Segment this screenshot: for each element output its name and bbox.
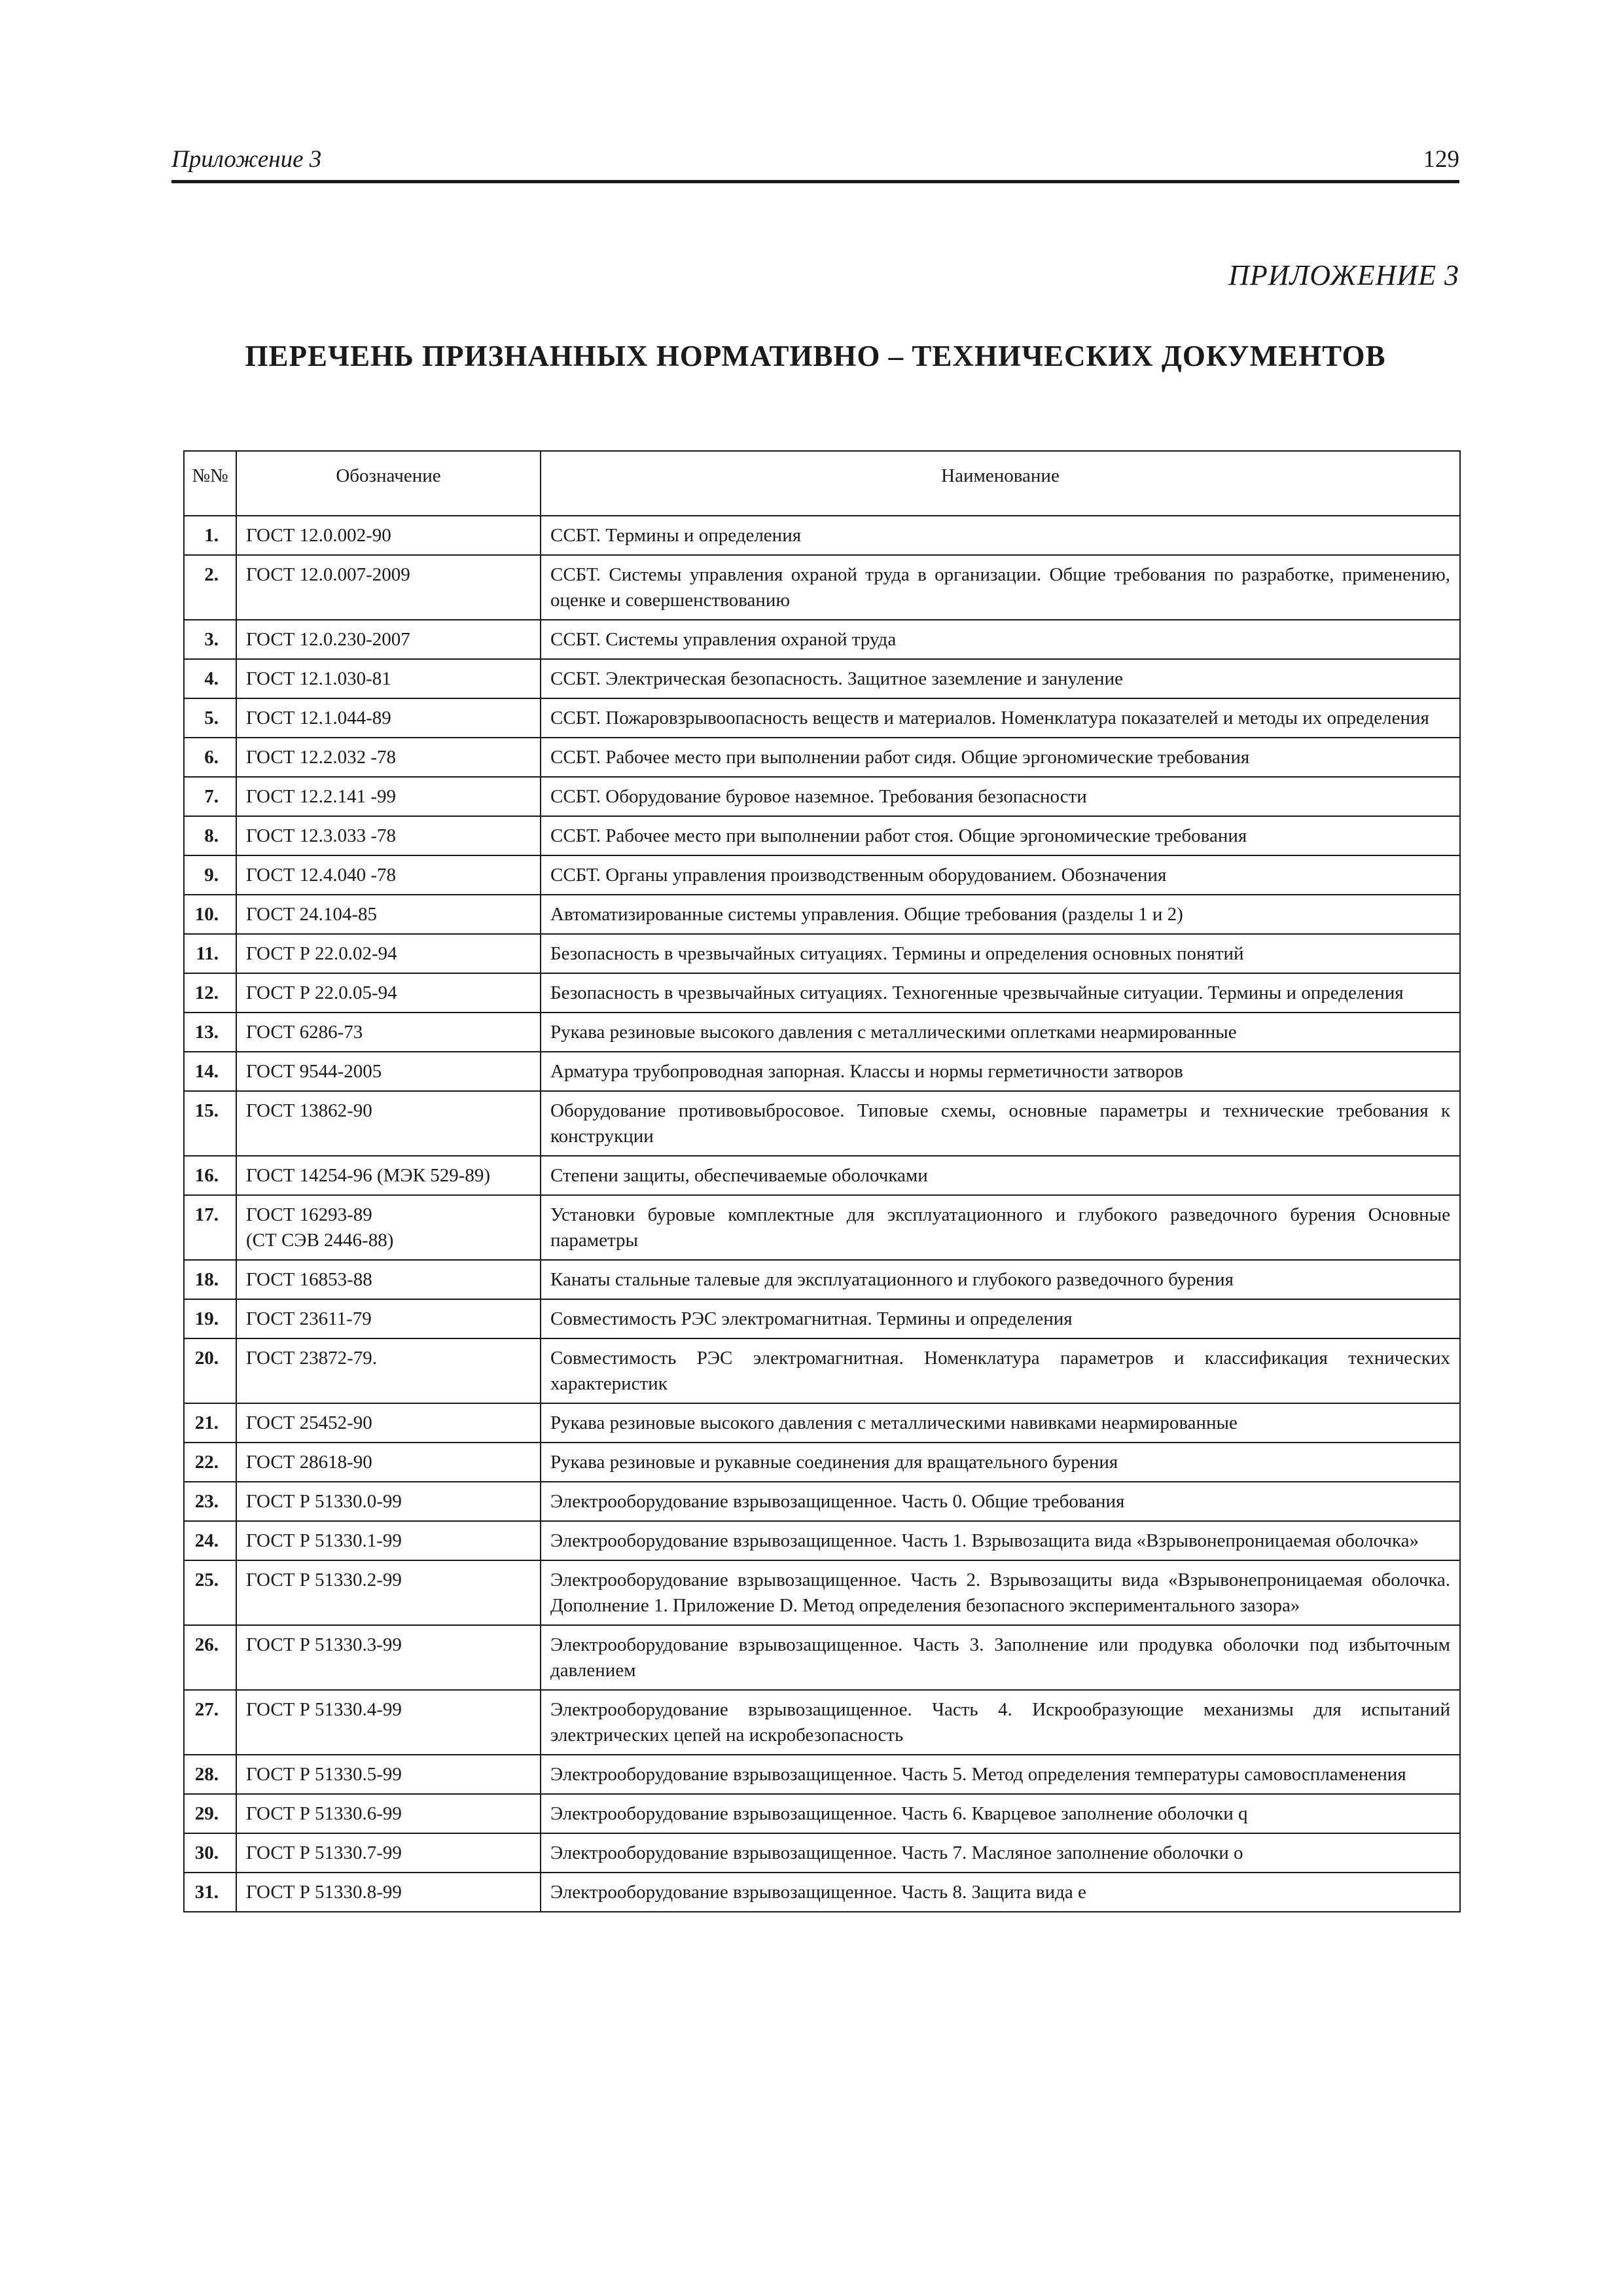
column-header-designation: Обозначение <box>236 451 541 516</box>
standard-code: ГОСТ 12.0.002-90 <box>246 525 391 546</box>
standard-code: ГОСТ 14254-96 (МЭК 529-89) <box>246 1165 491 1186</box>
designation-cell <box>236 1299 541 1338</box>
standard-code: ГОСТ 23611-79 <box>246 1308 372 1329</box>
row-number: 26. <box>184 1625 236 1690</box>
document-name: Рукава резиновые высокого давления с металлическими навивками неармированные <box>541 1403 1460 1443</box>
designation-cell <box>236 1625 541 1690</box>
row-number: 16. <box>184 1156 236 1195</box>
row-number: 8. <box>184 816 236 855</box>
row-number: 12. <box>184 973 236 1013</box>
designation-cell <box>236 1521 541 1560</box>
document-name: ССБТ. Рабочее место при выполнении работ стоя. Общие эргономические требования <box>541 816 1460 855</box>
document-name: ССБТ. Рабочее место при выполнении работ сидя. Общие эргономические требования <box>541 738 1460 777</box>
designation-cell <box>236 1091 541 1156</box>
row-number: 5. <box>184 698 236 738</box>
row-number: 18. <box>184 1260 236 1299</box>
table-row <box>184 973 1460 1013</box>
standard-code: ГОСТ Р 51330.6-99 <box>246 1803 402 1824</box>
row-number: 15. <box>184 1091 236 1156</box>
designation-cell <box>236 1403 541 1443</box>
standard-code: ГОСТ 16293-89 <box>246 1204 372 1225</box>
table-row <box>184 1690 1460 1755</box>
page-title: ПЕРЕЧЕНЬ ПРИЗНАННЫХ НОРМАТИВНО – ТЕХНИЧЕСКИХ ДОКУМЕНТОВ <box>245 340 1386 372</box>
designation-cell <box>236 1794 541 1833</box>
row-number: 11. <box>184 934 236 973</box>
document-name: Электрооборудование взрывозащищенное. Часть 5. Метод определения температуры самовоспламенения <box>541 1755 1460 1794</box>
standard-code: ГОСТ Р 51330.3-99 <box>246 1634 402 1655</box>
running-header-section: Приложение 3 <box>171 146 322 173</box>
document-name: Электрооборудование взрывозащищенное. Часть 0. Общие требования <box>541 1482 1460 1521</box>
table-row <box>184 698 1460 738</box>
document-name: ССБТ. Системы управления охраной труда в организации. Общие требования по разработке, применению, оценке и совершенствованию <box>541 555 1460 620</box>
table-row <box>184 816 1460 855</box>
table-row <box>184 555 1460 620</box>
standard-code: ГОСТ 24.104-85 <box>246 904 378 925</box>
document-name: ССБТ. Электрическая безопасность. Защитное заземление и зануление <box>541 659 1460 698</box>
document-name: Электрооборудование взрывозащищенное. Часть 2. Взрывозащиты вида «Взрывонепроницаемая оболочка. Дополнение 1. Приложение D. Метод определения безопасного экспериментального зазора» <box>541 1560 1460 1625</box>
row-number: 28. <box>184 1755 236 1794</box>
row-number: 1. <box>184 516 236 555</box>
row-number: 21. <box>184 1403 236 1443</box>
table-row <box>184 1091 1460 1156</box>
standard-code: ГОСТ Р 51330.5-99 <box>246 1764 402 1785</box>
document-name: ССБТ. Термины и определения <box>541 516 1460 555</box>
document-name: Электрооборудование взрывозащищенное. Часть 4. Искрообразующие механизмы для испытаний электрических цепей на искробезопасность <box>541 1690 1460 1755</box>
column-header-name: Наименование <box>541 451 1460 516</box>
standard-code: ГОСТ 12.0.007-2009 <box>246 564 410 585</box>
standard-code-alt: (СТ СЭВ 2446-88) <box>246 1230 394 1251</box>
designation-cell <box>236 738 541 777</box>
document-name: Совместимость РЭС электромагнитная. Номенклатура параметров и классификация технических характеристик <box>541 1338 1460 1403</box>
row-number: 23. <box>184 1482 236 1521</box>
row-number: 25. <box>184 1560 236 1625</box>
standard-code: ГОСТ Р 51330.8-99 <box>246 1882 402 1903</box>
row-number: 17. <box>184 1195 236 1260</box>
standard-code: ГОСТ Р 51330.4-99 <box>246 1699 402 1720</box>
standard-code: ГОСТ 25452-90 <box>246 1412 372 1433</box>
table-row <box>184 1403 1460 1443</box>
standards-table <box>183 450 1461 1912</box>
designation-cell <box>236 1052 541 1091</box>
designation-cell <box>236 1560 541 1625</box>
standard-code: ГОСТ 28618-90 <box>246 1452 372 1473</box>
standard-code: ГОСТ 6286-73 <box>246 1022 363 1043</box>
designation-cell <box>236 659 541 698</box>
designation-cell <box>236 1690 541 1755</box>
document-name: ССБТ. Органы управления производственным оборудованием. Обозначения <box>541 855 1460 895</box>
standard-code: ГОСТ Р 51330.7-99 <box>246 1842 402 1863</box>
table-row <box>184 855 1460 895</box>
running-header <box>171 145 1459 183</box>
designation-cell <box>236 816 541 855</box>
designation-cell <box>236 777 541 816</box>
table-row <box>184 1873 1460 1912</box>
table-row <box>184 1156 1460 1195</box>
standard-code: ГОСТ 12.4.040 -78 <box>246 865 397 886</box>
document-name: Оборудование противовыбросовое. Типовые схемы, основные параметры и технические требования к конструкции <box>541 1091 1460 1156</box>
document-name: Рукава резиновые высокого давления с металлическими оплетками неармированные <box>541 1013 1460 1052</box>
designation-cell <box>236 620 541 659</box>
standard-code: ГОСТ 23872-79. <box>246 1348 378 1369</box>
designation-cell <box>236 1338 541 1403</box>
row-number: 7. <box>184 777 236 816</box>
table-row <box>184 1338 1460 1403</box>
designation-cell <box>236 1013 541 1052</box>
designation-cell <box>236 1443 541 1482</box>
document-name: Электрооборудование взрывозащищенное. Часть 3. Заполнение или продувка оболочки под избыточным давлением <box>541 1625 1460 1690</box>
table-row <box>184 1052 1460 1091</box>
standard-code: ГОСТ Р 51330.0-99 <box>246 1491 402 1512</box>
document-name: Арматура трубопроводная запорная. Классы и нормы герметичности затворов <box>541 1052 1460 1091</box>
document-name: ССБТ. Оборудование буровое наземное. Требования безопасности <box>541 777 1460 816</box>
row-number: 22. <box>184 1443 236 1482</box>
standard-code: ГОСТ 12.1.030-81 <box>246 668 391 689</box>
designation-cell <box>236 1833 541 1873</box>
designation-cell <box>236 1755 541 1794</box>
document-name: ССБТ. Пожаровзрывоопасность веществ и материалов. Номенклатура показателей и методы их определения <box>541 698 1460 738</box>
row-number: 3. <box>184 620 236 659</box>
designation-cell <box>236 1482 541 1521</box>
table-row <box>184 1443 1460 1482</box>
table-row <box>184 895 1460 934</box>
table-body <box>184 516 1460 1912</box>
document-name: Безопасность в чрезвычайных ситуациях. Термины и определения основных понятий <box>541 934 1460 973</box>
row-number: 14. <box>184 1052 236 1091</box>
row-number: 30. <box>184 1833 236 1873</box>
table-row <box>184 1560 1460 1625</box>
standard-code: ГОСТ 16853-88 <box>246 1269 372 1290</box>
document-name: Рукава резиновые и рукавные соединения для вращательного бурения <box>541 1443 1460 1482</box>
standard-code: ГОСТ Р 22.0.05-94 <box>246 982 397 1003</box>
row-number: 27. <box>184 1690 236 1755</box>
table-row <box>184 1794 1460 1833</box>
document-name: ССБТ. Системы управления охраной труда <box>541 620 1460 659</box>
table-row <box>184 1482 1460 1521</box>
standard-code: ГОСТ 12.2.141 -99 <box>246 786 397 807</box>
page-number: 129 <box>1423 146 1459 173</box>
document-name: Автоматизированные системы управления. Общие требования (разделы 1 и 2) <box>541 895 1460 934</box>
designation-cell <box>236 1260 541 1299</box>
table-row <box>184 777 1460 816</box>
standard-code: ГОСТ 12.1.044-89 <box>246 708 391 728</box>
standard-code: ГОСТ Р 22.0.02-94 <box>246 943 397 964</box>
document-name: Электрооборудование взрывозащищенное. Часть 1. Взрывозащита вида «Взрывонепроницаемая оболочка» <box>541 1521 1460 1560</box>
designation-cell <box>236 934 541 973</box>
table-header <box>184 451 1460 516</box>
table-row <box>184 1013 1460 1052</box>
row-number: 19. <box>184 1299 236 1338</box>
table-row <box>184 620 1460 659</box>
table-row <box>184 1625 1460 1690</box>
designation-cell <box>236 1873 541 1912</box>
row-number: 2. <box>184 555 236 620</box>
document-name: Канаты стальные талевые для эксплуатационного и глубокого разведочного бурения <box>541 1260 1460 1299</box>
row-number: 13. <box>184 1013 236 1052</box>
row-number: 20. <box>184 1338 236 1403</box>
table-row <box>184 1755 1460 1794</box>
row-number: 9. <box>184 855 236 895</box>
column-header-number: №№ <box>184 451 236 516</box>
table-row <box>184 934 1460 973</box>
standard-code: ГОСТ Р 51330.2-99 <box>246 1570 402 1590</box>
table-row <box>184 1521 1460 1560</box>
designation-cell <box>236 698 541 738</box>
row-number: 6. <box>184 738 236 777</box>
document-name: Совместимость РЭС электромагнитная. Термины и определения <box>541 1299 1460 1338</box>
appendix-label: ПРИЛОЖЕНИЕ 3 <box>1228 259 1459 291</box>
standard-code: ГОСТ 13862-90 <box>246 1100 372 1121</box>
standard-code: ГОСТ 12.3.033 -78 <box>246 825 397 846</box>
standard-code: ГОСТ 12.0.230-2007 <box>246 629 410 650</box>
document-name: Электрооборудование взрывозащищенное. Часть 7. Масляное заполнение оболочки о <box>541 1833 1460 1873</box>
row-number: 10. <box>184 895 236 934</box>
table-row <box>184 1833 1460 1873</box>
table-header-row <box>184 451 1460 516</box>
document-name: Безопасность в чрезвычайных ситуациях. Техногенные чрезвычайные ситуации. Термины и определения <box>541 973 1460 1013</box>
designation-cell <box>236 516 541 555</box>
table-row <box>184 1299 1460 1338</box>
table-row <box>184 659 1460 698</box>
designation-cell <box>236 895 541 934</box>
designation-cell <box>236 1156 541 1195</box>
table-row <box>184 516 1460 555</box>
document-name: Степени защиты, обеспечиваемые оболочками <box>541 1156 1460 1195</box>
standard-code: ГОСТ 12.2.032 -78 <box>246 747 397 768</box>
table-row <box>184 1195 1460 1260</box>
row-number: 4. <box>184 659 236 698</box>
row-number: 24. <box>184 1521 236 1560</box>
designation-cell <box>236 973 541 1013</box>
designation-cell <box>236 855 541 895</box>
document-name: Электрооборудование взрывозащищенное. Часть 8. Защита вида е <box>541 1873 1460 1912</box>
standard-code: ГОСТ 9544-2005 <box>246 1061 382 1082</box>
table-row <box>184 738 1460 777</box>
row-number: 31. <box>184 1873 236 1912</box>
standard-code: ГОСТ Р 51330.1-99 <box>246 1530 402 1551</box>
row-number: 29. <box>184 1794 236 1833</box>
document-name: Электрооборудование взрывозащищенное. Часть 6. Кварцевое заполнение оболочки q <box>541 1794 1460 1833</box>
designation-cell <box>236 1195 541 1260</box>
document-name: Установки буровые комплектные для эксплуатационного и глубокого разведочного бурения Основные параметры <box>541 1195 1460 1260</box>
designation-cell <box>236 555 541 620</box>
table-row <box>184 1260 1460 1299</box>
